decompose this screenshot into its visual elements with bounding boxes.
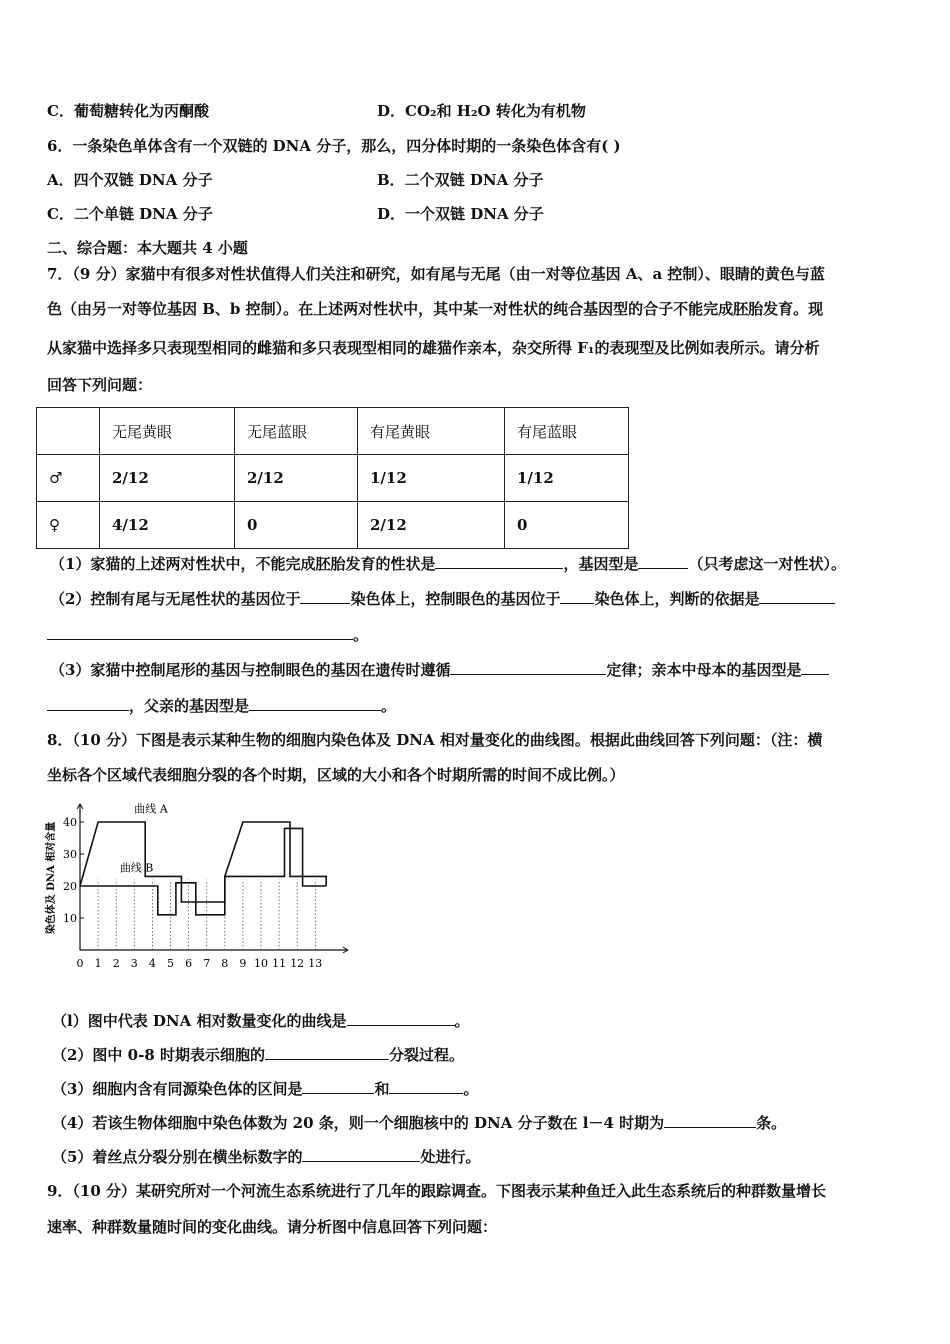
q6-option-c: C．二个单链 DNA 分子 <box>47 205 213 223</box>
section-heading: 二、综合题：本大题共 4 小题 <box>47 239 248 257</box>
answer-blank[interactable] <box>265 1044 389 1060</box>
answer-blank[interactable] <box>300 588 350 604</box>
x-tick-label: 7 <box>203 957 211 970</box>
x-tick-label: 10 <box>254 957 268 970</box>
q8-sub2-text-2: 分裂过程。 <box>388 1046 464 1064</box>
series-label-b: 曲线 B <box>119 861 154 875</box>
chromosome-dna-chart <box>40 800 370 984</box>
x-tick-label: 3 <box>130 957 138 970</box>
q8-sub1 <box>52 1010 470 1031</box>
table-header-cell: 无尾黄眼 <box>100 408 235 455</box>
answer-blank[interactable] <box>347 1010 455 1026</box>
q7-line-4: 回答下列问题： <box>47 376 153 394</box>
answer-blank[interactable] <box>638 553 688 569</box>
q6-stem: 6．一条染色单体含有一个双链的 DNA 分子，那么，四分体时期的一条染色体含有( ) <box>47 137 621 155</box>
answer-blank[interactable] <box>47 695 129 711</box>
answer-blank[interactable] <box>801 659 829 675</box>
table-cell: 2/12 <box>358 502 505 549</box>
q8-sub2-text: （2）图中 0-8 时期表示细胞的 <box>52 1046 265 1064</box>
x-tick-label: 5 <box>167 957 174 970</box>
x-tick-label: 9 <box>239 957 247 970</box>
q7-sub3-text-2: 定律；亲本中母本的基因型是 <box>606 661 802 679</box>
answer-blank[interactable] <box>302 1078 374 1094</box>
q8-sub5-text-2: 处进行。 <box>420 1148 481 1166</box>
q8-sub3-text-2: 和 <box>374 1080 390 1098</box>
y-tick-label: 10 <box>63 912 77 925</box>
q5-option-d: D．CO₂和 H₂O 转化为有机物 <box>377 102 586 120</box>
q7-sub2-text: （2）控制有尾与无尾性状的基因位于 <box>50 590 301 608</box>
x-tick-label: 13 <box>308 957 323 970</box>
table-row <box>37 455 629 502</box>
q8-sub1-end: 。 <box>454 1012 470 1030</box>
table-header-row <box>37 408 629 455</box>
answer-blank[interactable] <box>389 1078 463 1094</box>
table-cell: 2/12 <box>235 455 358 502</box>
series-label-a: 曲线 A <box>134 802 168 816</box>
q7-sub3-text: （3）家猫中控制尾形的基因与控制眼色的基因在遗传时遵循 <box>50 661 451 679</box>
q8-sub2 <box>52 1044 464 1065</box>
q8-sub5-text: （5）着丝点分裂分别在横坐标数字的 <box>52 1148 303 1166</box>
q7-sub3-end: 。 <box>381 697 397 715</box>
q7-sub2-text-2: 染色体上，控制眼色的基因位于 <box>350 590 561 608</box>
answer-blank[interactable] <box>249 695 381 711</box>
table-cell: 4/12 <box>100 502 235 549</box>
q6-option-a: A．四个双链 DNA 分子 <box>47 171 213 189</box>
q7-sub3 <box>50 659 829 680</box>
q7-sub1-text-2: ，基因型是 <box>563 555 639 573</box>
q6-option-b: B．二个双链 DNA 分子 <box>377 171 544 189</box>
answer-blank[interactable] <box>560 588 594 604</box>
answer-blank[interactable] <box>759 588 835 604</box>
q7-sub3-text-3: ，父亲的基因型是 <box>129 697 250 715</box>
answer-blank[interactable] <box>302 1146 420 1162</box>
x-tick-label: 12 <box>290 957 305 970</box>
q8-sub4-text-2: 条。 <box>756 1114 787 1132</box>
q8-sub4-text: （4）若该生物体细胞中染色体数为 20 条，则一个细胞核中的 DNA 分子数在 l－4 时期为 <box>52 1114 665 1132</box>
q7-sub2-cont <box>47 624 368 645</box>
answer-blank[interactable] <box>435 553 563 569</box>
q7-line-2: 色（由另一对等位基因 B、b 控制）。在上述两对性状中，其中某一对性状的纯合基因型的合子不能完成胚胎发育。现 <box>47 300 824 318</box>
x-tick-label: 4 <box>148 957 156 970</box>
table-cell: 2/12 <box>100 455 235 502</box>
q8-sub3-end: 。 <box>463 1080 479 1098</box>
table-row <box>37 502 629 549</box>
q7-sub2-end: 。 <box>353 626 369 644</box>
q7-line-1: 7．（9 分）家猫中有很多对性状值得人们关注和研究，如有尾与无尾（由一对等位基因 A、a 控制）、眼睛的黄色与蓝 <box>47 265 825 283</box>
q9-line-2: 速率、种群数量随时间的变化曲线。请分析图中信息回答下列问题： <box>47 1218 498 1236</box>
table-cell: 0 <box>235 502 358 549</box>
x-tick-label: 8 <box>221 957 229 970</box>
y-tick-label: 30 <box>63 848 77 861</box>
series-line-a <box>80 822 326 902</box>
q7-sub1-text-3: （只考虑这一对性状）。 <box>688 555 846 573</box>
q7-sub2 <box>50 588 835 609</box>
chart-svg <box>40 800 370 980</box>
q5-option-c: C．葡萄糖转化为丙酮酸 <box>47 102 209 120</box>
x-tick-label: 1 <box>94 957 102 970</box>
q8-line-2: 坐标各个区域代表细胞分裂的各个时期，区域的大小和各个时期所需的时间不成比例。） <box>47 766 625 784</box>
x-tick-label: 6 <box>185 957 193 970</box>
q8-sub4 <box>52 1112 786 1133</box>
table-header-cell: 有尾蓝眼 <box>505 408 629 455</box>
answer-blank[interactable] <box>47 624 353 640</box>
table-cell: ♀ <box>37 502 100 549</box>
table-header-cell: 无尾蓝眼 <box>235 408 358 455</box>
q7-sub1-text: （1）家猫的上述两对性状中，不能完成胚胎发育的性状是 <box>50 555 436 573</box>
x-tick-label: 2 <box>112 957 120 970</box>
q8-sub1-text: （l）图中代表 DNA 相对数量变化的曲线是 <box>52 1012 347 1030</box>
q7-sub3-cont <box>47 695 396 716</box>
x-tick-label: 11 <box>272 957 287 970</box>
q7-sub1 <box>50 553 846 574</box>
table-cell: 1/12 <box>358 455 505 502</box>
q8-sub3-text: （3）细胞内含有同源染色体的区间是 <box>52 1080 303 1098</box>
y-axis-label: 染色体及 DNA 相对含量 <box>46 821 57 935</box>
q9-line-1: 9．（10 分）某研究所对一个河流生态系统进行了几年的跟踪调查。下图表示某种鱼迁入此生态系统后的种群数量增长 <box>47 1182 827 1200</box>
q8-sub5 <box>52 1146 480 1167</box>
q7-line-3: 从家猫中选择多只表现型相同的雌猫和多只表现型相同的雄猫作亲本，杂交所得 F₁的表现型及比例如表所示。请分析 <box>47 339 820 357</box>
y-tick-label: 40 <box>63 816 77 829</box>
answer-blank[interactable] <box>664 1112 756 1128</box>
table-cell: ♂ <box>37 455 100 502</box>
q7-sub2-text-3: 染色体上，判断的依据是 <box>594 590 760 608</box>
y-tick-label: 20 <box>63 880 77 893</box>
table-header-cell <box>37 408 100 455</box>
q8-line-1: 8．（10 分）下图是表示某种生物的细胞内染色体及 DNA 相对量变化的曲线图。根据此曲线回答下列问题：（注：横 <box>47 731 823 749</box>
table-cell: 0 <box>505 502 629 549</box>
phenotype-table <box>36 407 629 549</box>
answer-blank[interactable] <box>450 659 606 675</box>
q6-option-d: D．一个双链 DNA 分子 <box>377 205 544 223</box>
table-cell: 1/12 <box>505 455 629 502</box>
table-header-cell: 有尾黄眼 <box>358 408 505 455</box>
x-tick-label: 0 <box>76 957 84 970</box>
q8-sub3 <box>52 1078 478 1099</box>
